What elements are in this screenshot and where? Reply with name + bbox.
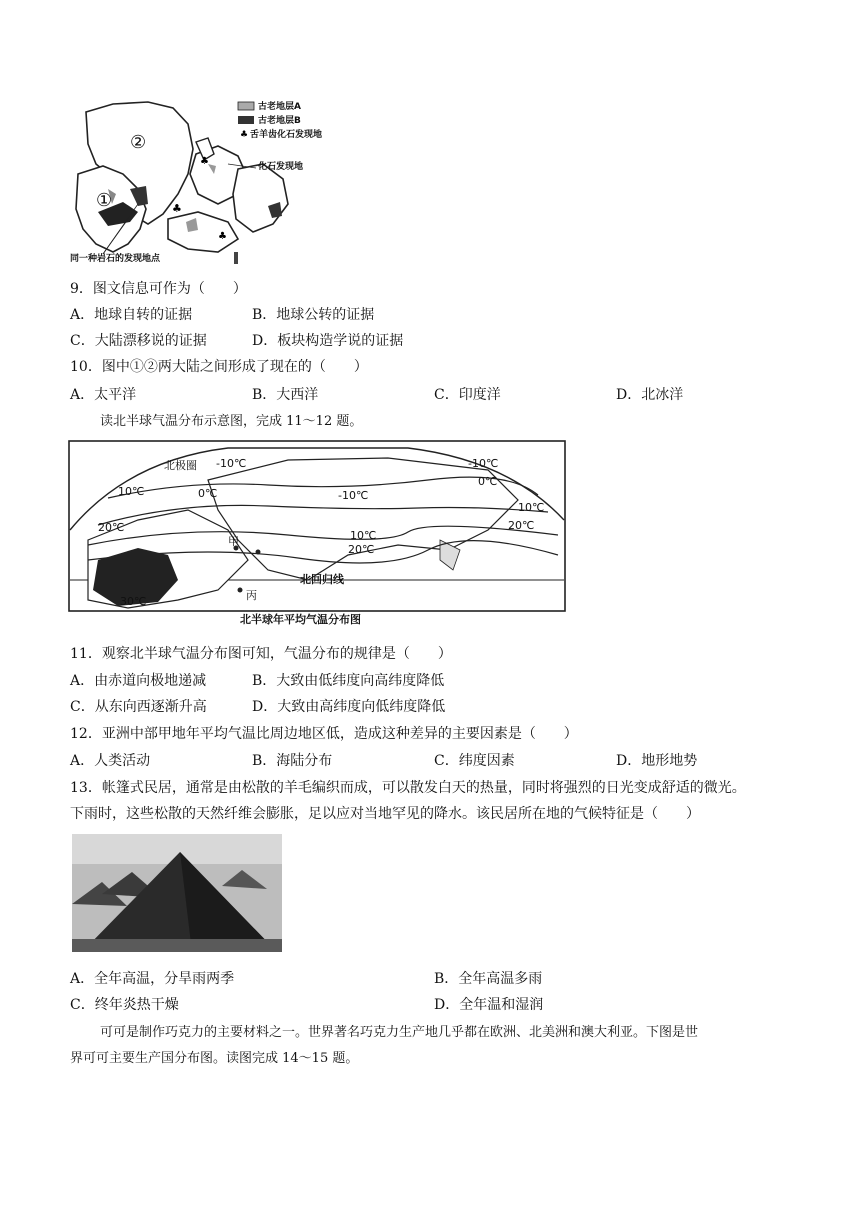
isotherm-10-label-2: 10℃	[518, 501, 545, 514]
legend-fossil-site: 舌羊齿化石发现地	[250, 130, 323, 140]
q9-stem: 9．图文信息可作为（ ）	[70, 281, 247, 297]
q12-option-b[interactable]: B．海陆分布	[252, 753, 333, 769]
isotherm-20-label-1: 20℃	[98, 521, 125, 534]
q10-option-c[interactable]: C．印度洋	[434, 387, 501, 403]
q10-option-b[interactable]: B．大西洋	[252, 387, 319, 403]
svg-text:♣: ♣	[218, 231, 227, 242]
q9-option-c[interactable]: C．大陆漂移说的证据	[70, 333, 207, 349]
legend-stratum-b: 古老地层B	[258, 116, 301, 126]
q13-stem-line2: 下雨时，这些松散的天然纤维会膨胀，足以应对当地罕见的降水。该民居所在地的气候特征是（ ）	[70, 806, 700, 822]
q11-option-b[interactable]: B．大致由低纬度向高纬度降低	[252, 673, 445, 689]
legend-stratum-a: 古老地层A	[258, 102, 301, 112]
svg-text:♣: ♣	[240, 130, 249, 140]
tent-dwelling-photo-svg	[72, 834, 282, 952]
q12-stem: 12．亚洲中部甲地年平均气温比周边地区低，造成这种差异的主要因素是（ ）	[70, 726, 578, 742]
intro-14-15-line2: 界可可主要生产国分布图。读图完成 14～15 题。	[70, 1051, 359, 1066]
q13-option-d[interactable]: D．全年温和湿润	[434, 997, 544, 1013]
isotherm-minus10-label-1: -10℃	[216, 457, 247, 470]
rock-site-caption: 同一种岩石的发现地点	[70, 254, 161, 264]
q10-stem: 10．图中①②两大陆之间形成了现在的（ ）	[70, 359, 368, 375]
svg-text:♣: ♣	[200, 156, 209, 167]
q12-option-c[interactable]: C．纬度因素	[434, 753, 515, 769]
arctic-circle-label: 北极圈	[164, 459, 197, 472]
q13-option-c[interactable]: C．终年炎热干燥	[70, 997, 179, 1013]
point-bing-label: 丙	[246, 589, 257, 602]
q13-option-a[interactable]: A．全年高温，分旱雨两季	[70, 971, 235, 987]
isotherm-20-label-2: 20℃	[348, 543, 375, 556]
continent-1-label: ①	[96, 190, 113, 211]
q11-option-a[interactable]: A．由赤道向极地递减	[70, 673, 207, 689]
intro-11-12: 读北半球气温分布示意图，完成 11～12 题。	[100, 414, 363, 429]
fossil-site-label: 化石发现地	[258, 162, 304, 172]
tropic-of-cancer-label: 北回归线	[300, 573, 344, 586]
q10-option-d[interactable]: D．北冰洋	[616, 387, 684, 403]
isotherm-10-label-1: 10℃	[118, 485, 145, 498]
q13-stem-line1: 13．帐篷式民居，通常是由松散的羊毛编织而成，可以散发白天的热量，同时将强烈的日光变成舒适的微光。	[70, 780, 746, 796]
isotherm-20-label-3: 20℃	[508, 519, 535, 532]
q9-option-b[interactable]: B．地球公转的证据	[252, 307, 375, 323]
svg-text:♣: ♣	[172, 202, 182, 215]
isotherm-0-label-1: 0℃	[198, 487, 218, 500]
nh-temperature-map	[68, 440, 566, 632]
intro-14-15-line1: 可可是制作巧克力的主要材料之一。世界著名巧克力生产地几乎都在欧洲、北美洲和澳大利亚。下图是世	[100, 1025, 699, 1040]
tent-dwelling-photo	[72, 834, 282, 952]
continent-2-label: ②	[130, 132, 147, 153]
q11-option-c[interactable]: C．从东向西逐渐升高	[70, 699, 207, 715]
map-title: 北半球年平均气温分布图	[240, 613, 361, 626]
isotherm-0-label-2: 0℃	[478, 475, 498, 488]
q12-option-d[interactable]: D．地形地势	[616, 753, 698, 769]
q11-stem: 11．观察北半球气温分布图可知，气温分布的规律是（ ）	[70, 646, 452, 662]
isotherm-30-label: 30℃	[120, 595, 147, 608]
isotherm-10-label-3: 10℃	[350, 529, 377, 542]
q9-option-a[interactable]: A．地球自转的证据	[70, 307, 193, 323]
q13-option-b[interactable]: B．全年高温多雨	[434, 971, 543, 987]
continental-drift-map	[68, 94, 323, 272]
q12-option-a[interactable]: A．人类活动	[70, 753, 151, 769]
isotherm-minus10-label-3: -10℃	[338, 489, 369, 502]
isotherm-minus10-label-2: -10℃	[468, 457, 499, 470]
q9-option-d[interactable]: D．板块构造学说的证据	[252, 333, 404, 349]
q11-option-d[interactable]: D．大致由高纬度向低纬度降低	[252, 699, 446, 715]
point-jia-label: 甲	[228, 535, 239, 548]
q10-option-a[interactable]: A．太平洋	[70, 387, 137, 403]
